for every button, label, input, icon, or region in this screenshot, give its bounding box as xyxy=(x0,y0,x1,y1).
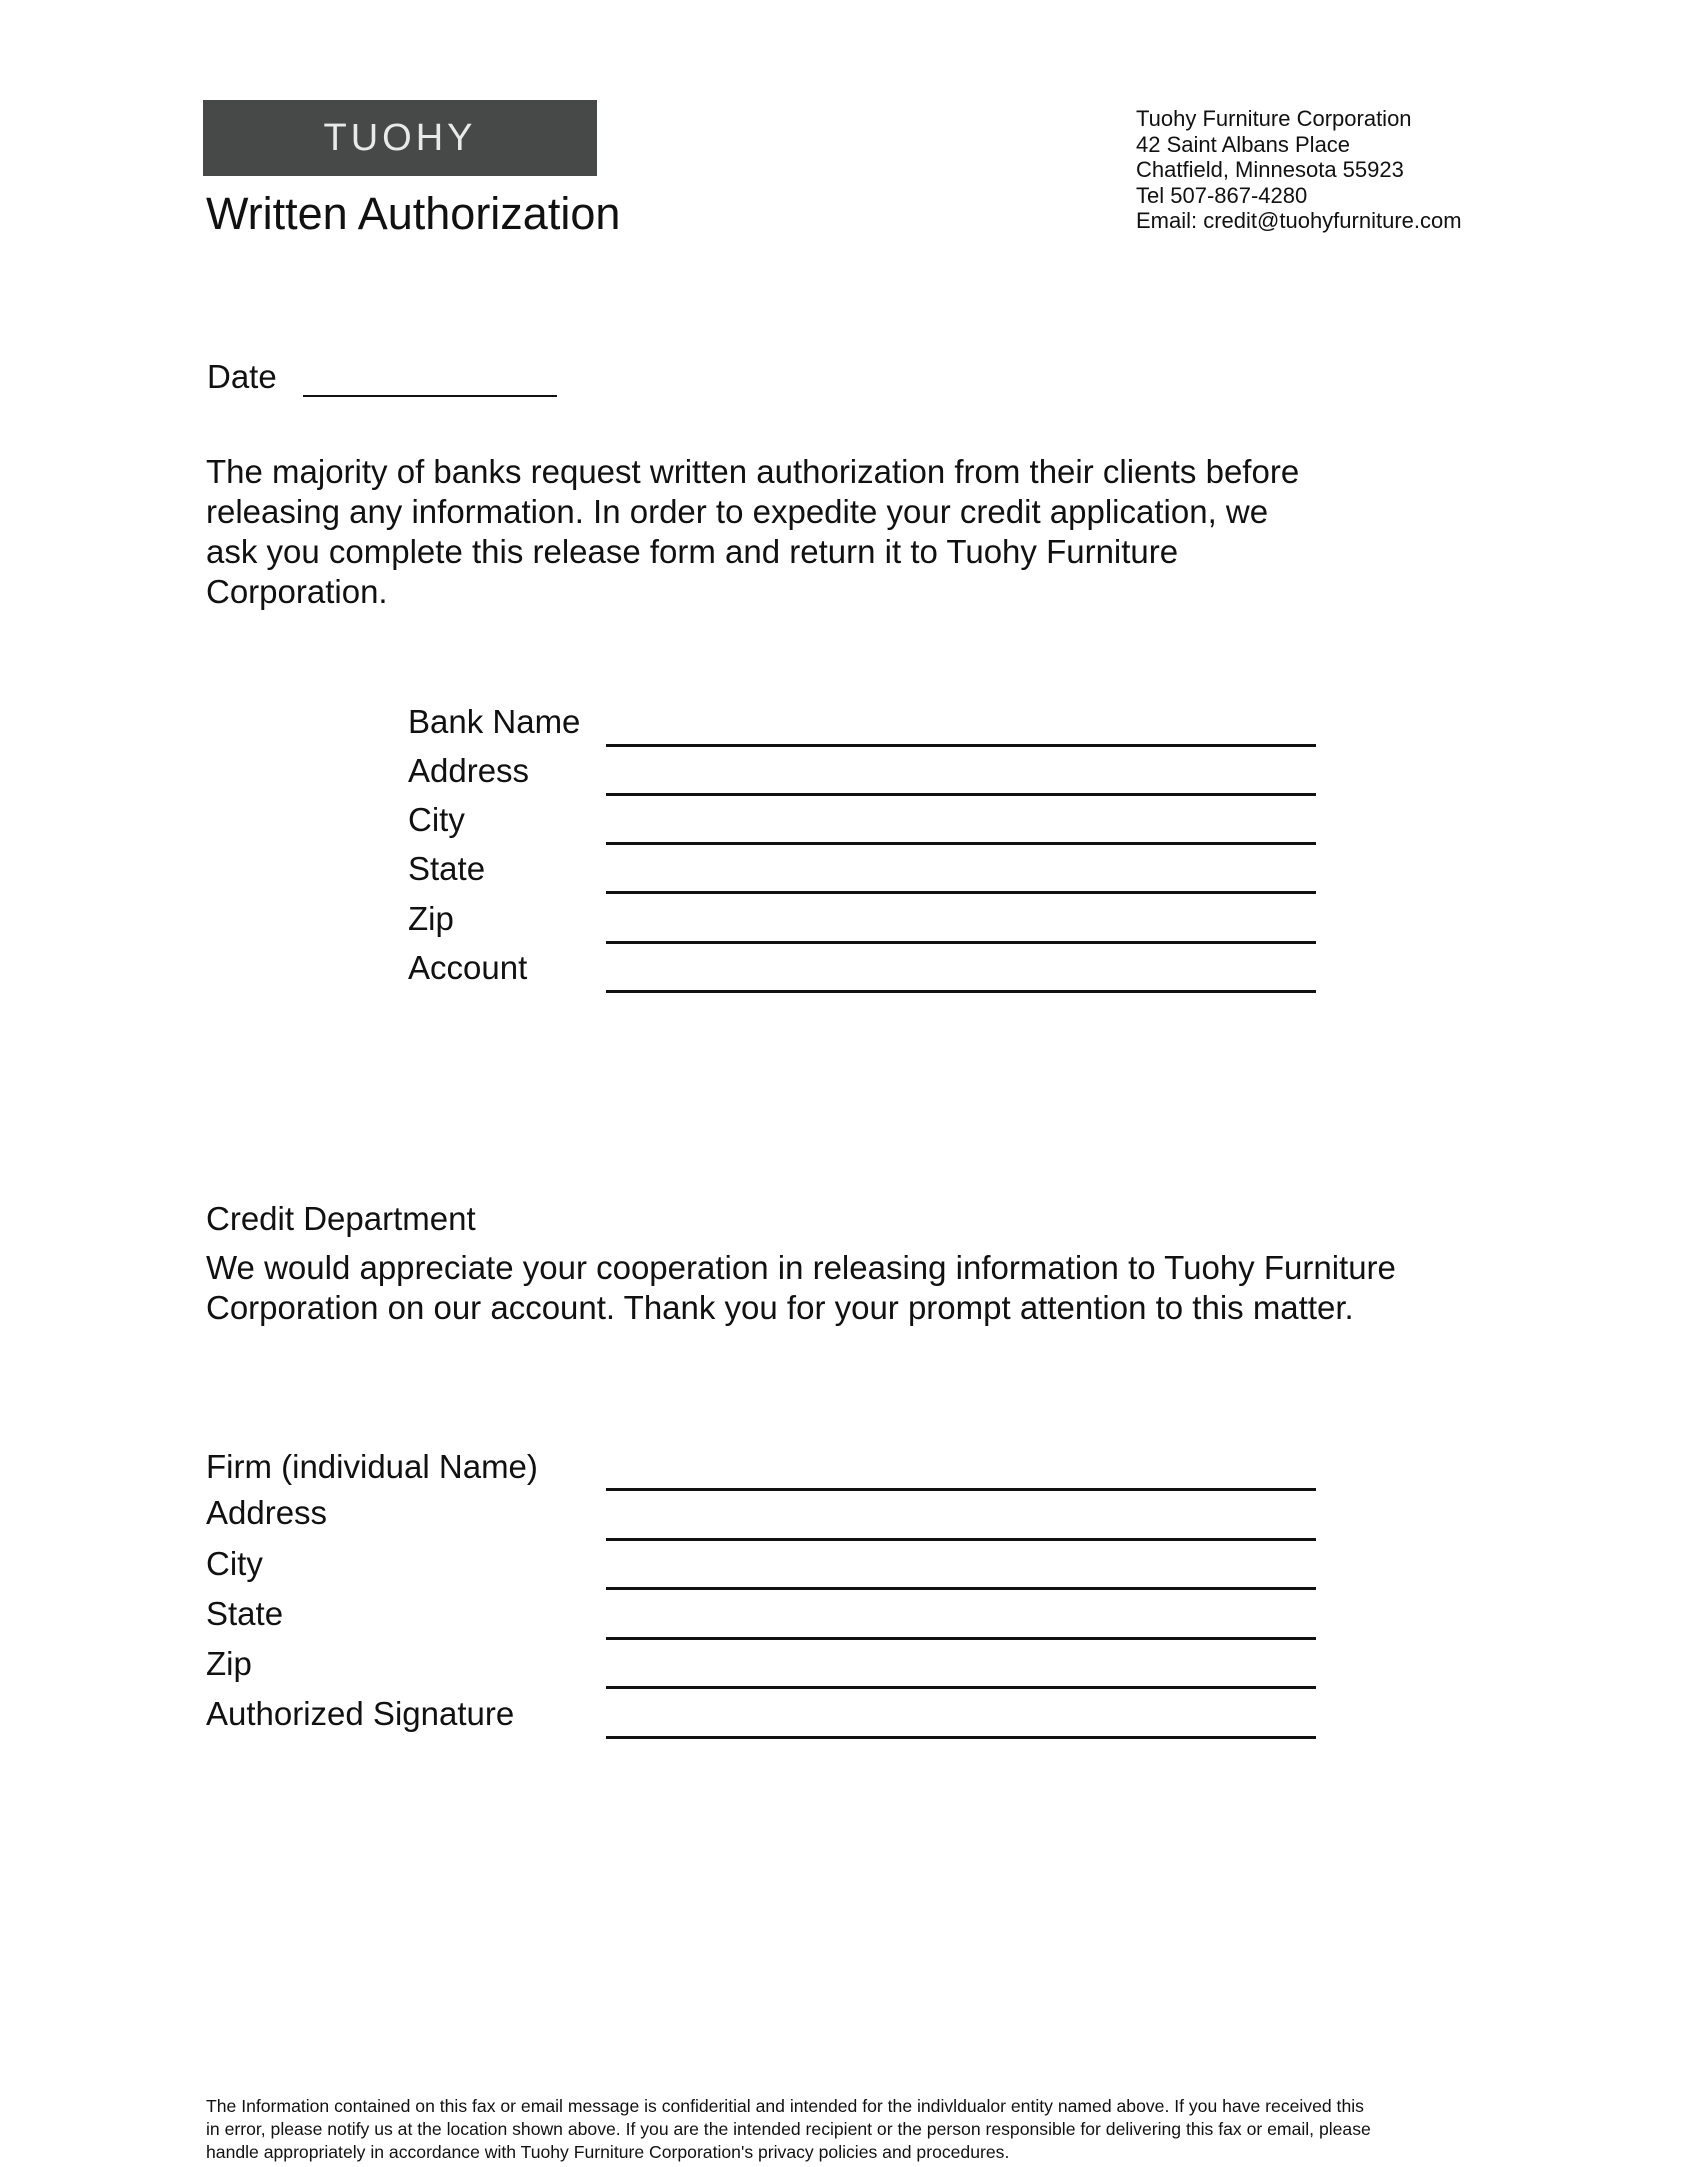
company-address-block xyxy=(1136,106,1462,234)
bank-account-label: Account xyxy=(408,949,528,986)
company-phone: Tel 507-867-4280 xyxy=(1136,182,1308,208)
firm-address-label: Address xyxy=(206,1494,328,1531)
firm-zip-label: Zip xyxy=(206,1645,252,1682)
footer-line: The Information contained on this fax or email message is confideritial and intended for the indivldualor entity named above. If you have received this xyxy=(206,2096,1364,2116)
firm-name-field[interactable] xyxy=(606,1488,1316,1491)
company-city: Chatfield, Minnesota 55923 xyxy=(1136,157,1404,182)
firm-state-field[interactable] xyxy=(606,1637,1316,1640)
firm-city-field[interactable] xyxy=(606,1587,1316,1590)
firm-zip-field[interactable] xyxy=(606,1686,1316,1689)
firm-name-label: Firm (individual Name) xyxy=(206,1448,538,1485)
company-street: 42 Saint Albans Place xyxy=(1136,131,1351,157)
authorized-signature-field[interactable] xyxy=(606,1736,1316,1739)
company-logo xyxy=(203,100,597,176)
credit-department-heading: Credit Department xyxy=(206,1200,476,1237)
firm-state-label: State xyxy=(206,1595,284,1632)
intro-line: Corporation. xyxy=(206,573,388,610)
intro-paragraph xyxy=(206,452,1299,612)
bank-zip-field[interactable] xyxy=(606,941,1316,944)
bank-name-label: Bank Name xyxy=(408,703,581,740)
intro-line: ask you complete this release form and return it to Tuohy Furniture xyxy=(206,533,1179,570)
document-title: Written Authorization xyxy=(206,188,621,239)
date-label: Date xyxy=(207,358,277,395)
bank-state-field[interactable] xyxy=(606,891,1316,894)
intro-line: releasing any information. In order to expedite your credit application, we xyxy=(206,493,1269,530)
bank-city-label: City xyxy=(408,801,465,838)
bank-address-label: Address xyxy=(408,752,530,789)
date-field[interactable] xyxy=(303,395,557,397)
authorized-signature-label: Authorized Signature xyxy=(206,1695,515,1732)
bank-zip-label: Zip xyxy=(408,900,454,937)
closing-line: Corporation on our account. Thank you for your prompt attention to this matter. xyxy=(206,1289,1354,1326)
confidentiality-notice xyxy=(206,2095,1371,2164)
company-name: Tuohy Furniture Corporation xyxy=(1136,106,1412,131)
closing-line: We would appreciate your cooperation in releasing information to Tuohy Furniture xyxy=(206,1249,1396,1286)
bank-name-field[interactable] xyxy=(606,744,1316,747)
logo-text: TUOHY xyxy=(323,116,477,159)
bank-city-field[interactable] xyxy=(606,842,1316,845)
bank-account-field[interactable] xyxy=(606,990,1316,993)
bank-address-field[interactable] xyxy=(606,793,1316,796)
footer-line: handle appropriately in accordance with Tuohy Furniture Corporation's privacy policies and procedures. xyxy=(206,2142,1010,2162)
firm-city-label: City xyxy=(206,1545,263,1582)
bank-state-label: State xyxy=(408,850,486,887)
closing-paragraph xyxy=(206,1248,1396,1328)
firm-address-field[interactable] xyxy=(606,1538,1316,1541)
footer-line: in error, please notify us at the location shown above. If you are the intended recipient or the person responsible for delivering this fax or email, please xyxy=(206,2119,1371,2139)
company-email: Email: credit@tuohyfurniture.com xyxy=(1136,208,1462,233)
intro-line: The majority of banks request written authorization from their clients before xyxy=(206,453,1300,490)
